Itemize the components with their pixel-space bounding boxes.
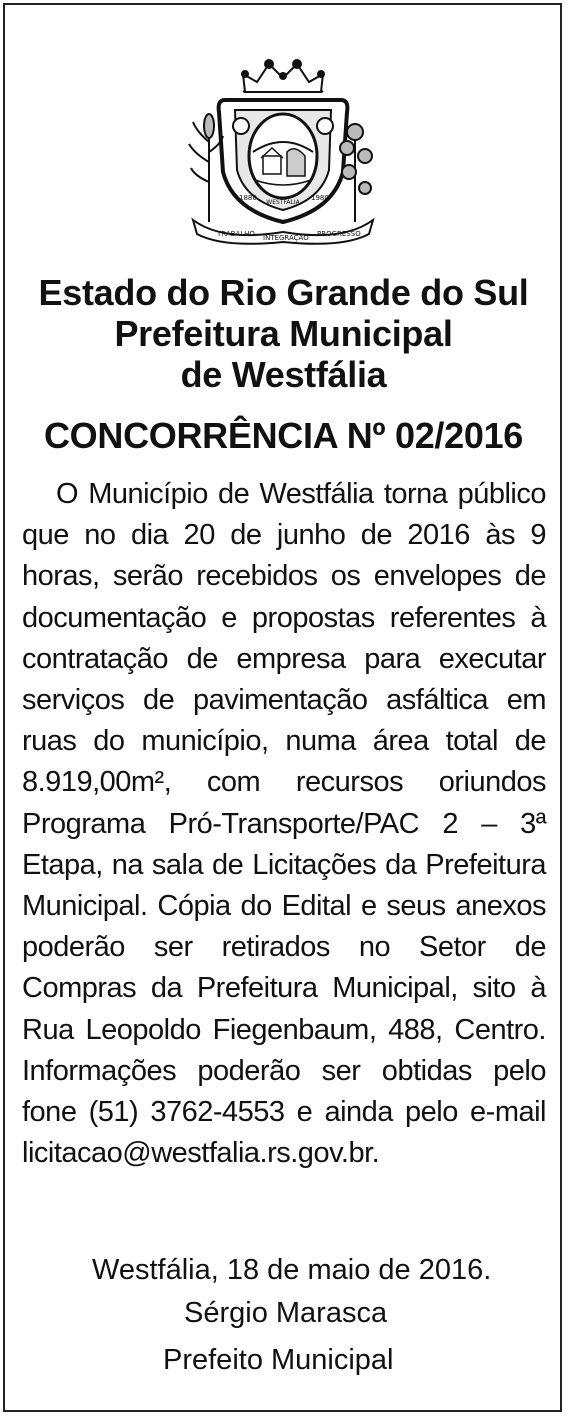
state-heading: Estado do Rio Grande do Sul bbox=[38, 272, 529, 313]
crest-year-left: 1880 bbox=[239, 194, 257, 202]
ribbon-word-3: PROGRESSO bbox=[317, 230, 361, 238]
prefecture-heading: Prefeitura Municipal bbox=[114, 313, 453, 354]
place-date: Westfália, 18 de maio de 2016. bbox=[92, 1254, 492, 1286]
signatory-name: Sérgio Marasca bbox=[184, 1297, 388, 1329]
notice-body: O Município de Westfália torna público que no dia 20 de junho de 2016 às 9 horas, serão recebidos os envelopes de documentação e propostas referentes à contratação de empresa para executar serviços de pavimentação asfáltica em ruas do município, numa área total de 8.919,00m², com recursos oriundos Programa Pró-Transporte/PAC 2 – 3ª Etapa, na sala de Licitações da Prefeitura Municipal. Cópia do Edital e seus anexos poderão ser retirados no Setor de Compras da Prefeitura Municipal, sito à Rua Leopoldo Fiegenbaum, 488, Centro. Informações poderão ser obtidas pelo fone (51) 3762-4553 e ainda pelo e-mail licitacao@westfalia.rs.gov.br. bbox=[22, 478, 546, 1170]
ribbon-word-1: TRABALHO bbox=[217, 230, 255, 238]
crest-year-right: 1980 bbox=[311, 194, 329, 202]
ribbon-word-2: INTEGRAÇÃO bbox=[263, 234, 309, 242]
coat-of-arms-icon bbox=[183, 52, 383, 248]
signatory-role: Prefeito Municipal bbox=[163, 1344, 394, 1376]
crest-motto: WESTFÁLIA bbox=[266, 199, 300, 206]
notice-title: CONCORRÊNCIA Nº 02/2016 bbox=[43, 415, 524, 456]
municipality-heading: de Westfália bbox=[180, 354, 387, 395]
